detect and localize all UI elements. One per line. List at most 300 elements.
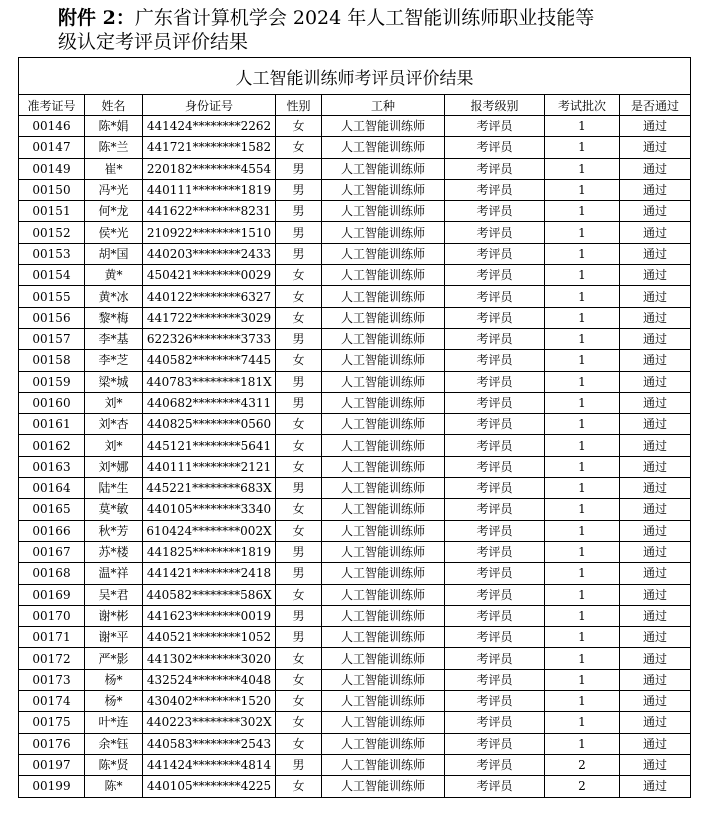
job-cell: 人工智能训练师 bbox=[322, 328, 445, 349]
batch-cell: 1 bbox=[545, 669, 620, 690]
result-cell: 通过 bbox=[620, 286, 691, 307]
batch-cell: 1 bbox=[545, 605, 620, 626]
level-cell: 考评员 bbox=[445, 733, 545, 754]
id-number-cell: 430402********1520 bbox=[143, 691, 276, 712]
batch-cell: 1 bbox=[545, 158, 620, 179]
result-cell: 通过 bbox=[620, 137, 691, 158]
id-number-cell: 440783********181X bbox=[143, 371, 276, 392]
table-row bbox=[19, 499, 691, 520]
gender-cell: 男 bbox=[276, 605, 322, 626]
job-cell: 人工智能训练师 bbox=[322, 627, 445, 648]
result-cell: 通过 bbox=[620, 754, 691, 775]
job-cell: 人工智能训练师 bbox=[322, 222, 445, 243]
column-header: 是否通过 bbox=[620, 95, 691, 116]
gender-cell: 女 bbox=[276, 414, 322, 435]
table-row bbox=[19, 456, 691, 477]
result-cell: 通过 bbox=[620, 414, 691, 435]
batch-cell: 1 bbox=[545, 478, 620, 499]
batch-cell: 1 bbox=[545, 201, 620, 222]
name-cell: 陆*生 bbox=[85, 478, 143, 499]
table-row bbox=[19, 286, 691, 307]
job-cell: 人工智能训练师 bbox=[322, 392, 445, 413]
job-cell: 人工智能训练师 bbox=[322, 754, 445, 775]
id-number-cell: 440825********0560 bbox=[143, 414, 276, 435]
table-row bbox=[19, 265, 691, 286]
id-number-cell: 441825********1819 bbox=[143, 541, 276, 562]
table-row bbox=[19, 392, 691, 413]
level-cell: 考评员 bbox=[445, 243, 545, 264]
level-cell: 考评员 bbox=[445, 563, 545, 584]
gender-cell: 男 bbox=[276, 243, 322, 264]
name-cell: 叶*连 bbox=[85, 712, 143, 733]
gender-cell: 女 bbox=[276, 691, 322, 712]
level-cell: 考评员 bbox=[445, 605, 545, 626]
exam-id-cell: 00174 bbox=[19, 691, 85, 712]
result-cell: 通过 bbox=[620, 584, 691, 605]
name-cell: 杨* bbox=[85, 669, 143, 690]
batch-cell: 1 bbox=[545, 584, 620, 605]
job-cell: 人工智能训练师 bbox=[322, 499, 445, 520]
result-cell: 通过 bbox=[620, 478, 691, 499]
job-cell: 人工智能训练师 bbox=[322, 478, 445, 499]
level-cell: 考评员 bbox=[445, 158, 545, 179]
result-cell: 通过 bbox=[620, 179, 691, 200]
exam-id-cell: 00166 bbox=[19, 520, 85, 541]
id-number-cell: 440521********1052 bbox=[143, 627, 276, 648]
name-cell: 李*基 bbox=[85, 328, 143, 349]
exam-id-cell: 00151 bbox=[19, 201, 85, 222]
batch-cell: 1 bbox=[545, 627, 620, 648]
gender-cell: 女 bbox=[276, 776, 322, 797]
column-header: 姓名 bbox=[85, 95, 143, 116]
exam-id-cell: 00149 bbox=[19, 158, 85, 179]
job-cell: 人工智能训练师 bbox=[322, 669, 445, 690]
name-cell: 莫*敏 bbox=[85, 499, 143, 520]
table-row bbox=[19, 605, 691, 626]
column-header: 准考证号 bbox=[19, 95, 85, 116]
result-cell: 通过 bbox=[620, 733, 691, 754]
result-cell: 通过 bbox=[620, 392, 691, 413]
gender-cell: 女 bbox=[276, 307, 322, 328]
job-cell: 人工智能训练师 bbox=[322, 350, 445, 371]
result-cell: 通过 bbox=[620, 435, 691, 456]
exam-id-cell: 00156 bbox=[19, 307, 85, 328]
table-row bbox=[19, 712, 691, 733]
level-cell: 考评员 bbox=[445, 584, 545, 605]
table-row bbox=[19, 669, 691, 690]
exam-id-cell: 00171 bbox=[19, 627, 85, 648]
table-row bbox=[19, 478, 691, 499]
gender-cell: 男 bbox=[276, 158, 322, 179]
level-cell: 考评员 bbox=[445, 371, 545, 392]
name-cell: 苏*楼 bbox=[85, 541, 143, 562]
level-cell: 考评员 bbox=[445, 201, 545, 222]
job-cell: 人工智能训练师 bbox=[322, 158, 445, 179]
table-row bbox=[19, 350, 691, 371]
job-cell: 人工智能训练师 bbox=[322, 733, 445, 754]
batch-cell: 1 bbox=[545, 116, 620, 137]
gender-cell: 男 bbox=[276, 179, 322, 200]
gender-cell: 女 bbox=[276, 733, 322, 754]
heading-title-part-1: 广东省计算机学会 2024 年人工智能训练师职业技能等 bbox=[134, 7, 595, 29]
name-cell: 刘* bbox=[85, 392, 143, 413]
id-number-cell: 445221********683X bbox=[143, 478, 276, 499]
name-cell: 陈*娟 bbox=[85, 116, 143, 137]
batch-cell: 1 bbox=[545, 563, 620, 584]
batch-cell: 1 bbox=[545, 648, 620, 669]
exam-id-cell: 00153 bbox=[19, 243, 85, 264]
name-cell: 胡*国 bbox=[85, 243, 143, 264]
results-table bbox=[18, 57, 691, 798]
gender-cell: 女 bbox=[276, 712, 322, 733]
gender-cell: 男 bbox=[276, 222, 322, 243]
exam-id-cell: 00165 bbox=[19, 499, 85, 520]
table-row bbox=[19, 158, 691, 179]
batch-cell: 1 bbox=[545, 243, 620, 264]
name-cell: 温*祥 bbox=[85, 563, 143, 584]
id-number-cell: 440223********302X bbox=[143, 712, 276, 733]
job-cell: 人工智能训练师 bbox=[322, 648, 445, 669]
name-cell: 杨* bbox=[85, 691, 143, 712]
job-cell: 人工智能训练师 bbox=[322, 563, 445, 584]
table-row bbox=[19, 116, 691, 137]
job-cell: 人工智能训练师 bbox=[322, 605, 445, 626]
level-cell: 考评员 bbox=[445, 286, 545, 307]
exam-id-cell: 00159 bbox=[19, 371, 85, 392]
name-cell: 崔* bbox=[85, 158, 143, 179]
gender-cell: 女 bbox=[276, 350, 322, 371]
name-cell: 谢*平 bbox=[85, 627, 143, 648]
batch-cell: 2 bbox=[545, 754, 620, 775]
id-number-cell: 622326********3733 bbox=[143, 328, 276, 349]
id-number-cell: 440582********586X bbox=[143, 584, 276, 605]
id-number-cell: 440682********4311 bbox=[143, 392, 276, 413]
batch-cell: 1 bbox=[545, 456, 620, 477]
table-row bbox=[19, 691, 691, 712]
result-cell: 通过 bbox=[620, 456, 691, 477]
batch-cell: 1 bbox=[545, 499, 620, 520]
gender-cell: 女 bbox=[276, 435, 322, 456]
result-cell: 通过 bbox=[620, 307, 691, 328]
level-cell: 考评员 bbox=[445, 350, 545, 371]
result-cell: 通过 bbox=[620, 605, 691, 626]
name-cell: 谢*彬 bbox=[85, 605, 143, 626]
exam-id-cell: 00155 bbox=[19, 286, 85, 307]
result-cell: 通过 bbox=[620, 158, 691, 179]
column-header: 考试批次 bbox=[545, 95, 620, 116]
exam-id-cell: 00169 bbox=[19, 584, 85, 605]
result-cell: 通过 bbox=[620, 712, 691, 733]
exam-id-cell: 00150 bbox=[19, 179, 85, 200]
column-header: 报考级别 bbox=[445, 95, 545, 116]
exam-id-cell: 00199 bbox=[19, 776, 85, 797]
job-cell: 人工智能训练师 bbox=[322, 201, 445, 222]
level-cell: 考评员 bbox=[445, 456, 545, 477]
batch-cell: 1 bbox=[545, 733, 620, 754]
table-row bbox=[19, 541, 691, 562]
table-row bbox=[19, 563, 691, 584]
gender-cell: 男 bbox=[276, 392, 322, 413]
gender-cell: 女 bbox=[276, 499, 322, 520]
table-body bbox=[19, 116, 691, 798]
id-number-cell: 440105********3340 bbox=[143, 499, 276, 520]
batch-cell: 1 bbox=[545, 541, 620, 562]
gender-cell: 男 bbox=[276, 754, 322, 775]
table-row bbox=[19, 627, 691, 648]
id-number-cell: 210922********1510 bbox=[143, 222, 276, 243]
name-cell: 黄*冰 bbox=[85, 286, 143, 307]
exam-id-cell: 00160 bbox=[19, 392, 85, 413]
job-cell: 人工智能训练师 bbox=[322, 584, 445, 605]
exam-id-cell: 00170 bbox=[19, 605, 85, 626]
id-number-cell: 440582********7445 bbox=[143, 350, 276, 371]
gender-cell: 男 bbox=[276, 371, 322, 392]
gender-cell: 男 bbox=[276, 201, 322, 222]
result-cell: 通过 bbox=[620, 691, 691, 712]
table-row bbox=[19, 371, 691, 392]
job-cell: 人工智能训练师 bbox=[322, 265, 445, 286]
heading-title-part-2: 级认定考评员评价结果 bbox=[58, 31, 249, 53]
level-cell: 考评员 bbox=[445, 520, 545, 541]
batch-cell: 1 bbox=[545, 307, 620, 328]
gender-cell: 男 bbox=[276, 563, 322, 584]
exam-id-cell: 00197 bbox=[19, 754, 85, 775]
column-header: 性别 bbox=[276, 95, 322, 116]
result-cell: 通过 bbox=[620, 520, 691, 541]
result-cell: 通过 bbox=[620, 627, 691, 648]
column-header: 工种 bbox=[322, 95, 445, 116]
id-number-cell: 610424********002X bbox=[143, 520, 276, 541]
gender-cell: 女 bbox=[276, 584, 322, 605]
id-number-cell: 441721********1582 bbox=[143, 137, 276, 158]
level-cell: 考评员 bbox=[445, 478, 545, 499]
exam-id-cell: 00172 bbox=[19, 648, 85, 669]
name-cell: 刘*娜 bbox=[85, 456, 143, 477]
gender-cell: 女 bbox=[276, 648, 322, 669]
result-cell: 通过 bbox=[620, 371, 691, 392]
heading-line-1 bbox=[58, 6, 678, 30]
id-number-cell: 445121********5641 bbox=[143, 435, 276, 456]
exam-id-cell: 00176 bbox=[19, 733, 85, 754]
level-cell: 考评员 bbox=[445, 754, 545, 775]
table-row bbox=[19, 137, 691, 158]
id-number-cell: 441302********3020 bbox=[143, 648, 276, 669]
level-cell: 考评员 bbox=[445, 222, 545, 243]
job-cell: 人工智能训练师 bbox=[322, 776, 445, 797]
name-cell: 陈*贤 bbox=[85, 754, 143, 775]
exam-id-cell: 00163 bbox=[19, 456, 85, 477]
exam-id-cell: 00167 bbox=[19, 541, 85, 562]
level-cell: 考评员 bbox=[445, 179, 545, 200]
table-row bbox=[19, 520, 691, 541]
name-cell: 侯*光 bbox=[85, 222, 143, 243]
level-cell: 考评员 bbox=[445, 307, 545, 328]
result-cell: 通过 bbox=[620, 265, 691, 286]
attachment-label: 附件 2： bbox=[58, 7, 135, 29]
batch-cell: 1 bbox=[545, 520, 620, 541]
result-cell: 通过 bbox=[620, 350, 691, 371]
level-cell: 考评员 bbox=[445, 691, 545, 712]
batch-cell: 1 bbox=[545, 691, 620, 712]
name-cell: 梁*城 bbox=[85, 371, 143, 392]
table-row bbox=[19, 414, 691, 435]
header-row bbox=[19, 95, 691, 116]
name-cell: 何*龙 bbox=[85, 201, 143, 222]
name-cell: 李*芝 bbox=[85, 350, 143, 371]
level-cell: 考评员 bbox=[445, 541, 545, 562]
id-number-cell: 220182********4554 bbox=[143, 158, 276, 179]
id-number-cell: 440105********4225 bbox=[143, 776, 276, 797]
level-cell: 考评员 bbox=[445, 776, 545, 797]
result-cell: 通过 bbox=[620, 222, 691, 243]
name-cell: 秋*芳 bbox=[85, 520, 143, 541]
batch-cell: 2 bbox=[545, 776, 620, 797]
gender-cell: 女 bbox=[276, 286, 322, 307]
level-cell: 考评员 bbox=[445, 669, 545, 690]
id-number-cell: 450421********0029 bbox=[143, 265, 276, 286]
id-number-cell: 440122********6327 bbox=[143, 286, 276, 307]
table-row bbox=[19, 307, 691, 328]
job-cell: 人工智能训练师 bbox=[322, 137, 445, 158]
batch-cell: 1 bbox=[545, 179, 620, 200]
gender-cell: 男 bbox=[276, 478, 322, 499]
id-number-cell: 432524********4048 bbox=[143, 669, 276, 690]
exam-id-cell: 00175 bbox=[19, 712, 85, 733]
id-number-cell: 441421********2418 bbox=[143, 563, 276, 584]
name-cell: 余*钰 bbox=[85, 733, 143, 754]
result-cell: 通过 bbox=[620, 328, 691, 349]
job-cell: 人工智能训练师 bbox=[322, 712, 445, 733]
id-number-cell: 440203********2433 bbox=[143, 243, 276, 264]
table-row bbox=[19, 201, 691, 222]
gender-cell: 女 bbox=[276, 456, 322, 477]
table-row bbox=[19, 754, 691, 775]
batch-cell: 1 bbox=[545, 222, 620, 243]
name-cell: 刘*杏 bbox=[85, 414, 143, 435]
table-row bbox=[19, 179, 691, 200]
job-cell: 人工智能训练师 bbox=[322, 541, 445, 562]
gender-cell: 女 bbox=[276, 137, 322, 158]
column-header: 身份证号 bbox=[143, 95, 276, 116]
batch-cell: 1 bbox=[545, 414, 620, 435]
id-number-cell: 441623********0019 bbox=[143, 605, 276, 626]
id-number-cell: 441622********8231 bbox=[143, 201, 276, 222]
id-number-cell: 440111********1819 bbox=[143, 179, 276, 200]
name-cell: 吴*君 bbox=[85, 584, 143, 605]
job-cell: 人工智能训练师 bbox=[322, 435, 445, 456]
result-cell: 通过 bbox=[620, 201, 691, 222]
gender-cell: 女 bbox=[276, 669, 322, 690]
exam-id-cell: 00154 bbox=[19, 265, 85, 286]
gender-cell: 男 bbox=[276, 627, 322, 648]
table-row bbox=[19, 222, 691, 243]
table-row bbox=[19, 776, 691, 797]
batch-cell: 1 bbox=[545, 137, 620, 158]
table-caption: 人工智能训练师考评员评价结果 bbox=[19, 58, 691, 95]
table-row bbox=[19, 435, 691, 456]
level-cell: 考评员 bbox=[445, 137, 545, 158]
job-cell: 人工智能训练师 bbox=[322, 520, 445, 541]
job-cell: 人工智能训练师 bbox=[322, 691, 445, 712]
job-cell: 人工智能训练师 bbox=[322, 286, 445, 307]
batch-cell: 1 bbox=[545, 435, 620, 456]
exam-id-cell: 00152 bbox=[19, 222, 85, 243]
name-cell: 陈*兰 bbox=[85, 137, 143, 158]
id-number-cell: 441424********2262 bbox=[143, 116, 276, 137]
exam-id-cell: 00164 bbox=[19, 478, 85, 499]
level-cell: 考评员 bbox=[445, 499, 545, 520]
table-row bbox=[19, 328, 691, 349]
id-number-cell: 440111********2121 bbox=[143, 456, 276, 477]
id-number-cell: 441424********4814 bbox=[143, 754, 276, 775]
name-cell: 严*影 bbox=[85, 648, 143, 669]
name-cell: 黎*梅 bbox=[85, 307, 143, 328]
exam-id-cell: 00158 bbox=[19, 350, 85, 371]
document-heading bbox=[58, 6, 678, 54]
result-cell: 通过 bbox=[620, 669, 691, 690]
batch-cell: 1 bbox=[545, 286, 620, 307]
job-cell: 人工智能训练师 bbox=[322, 243, 445, 264]
exam-id-cell: 00162 bbox=[19, 435, 85, 456]
level-cell: 考评员 bbox=[445, 414, 545, 435]
result-cell: 通过 bbox=[620, 563, 691, 584]
level-cell: 考评员 bbox=[445, 392, 545, 413]
name-cell: 冯*光 bbox=[85, 179, 143, 200]
exam-id-cell: 00173 bbox=[19, 669, 85, 690]
result-cell: 通过 bbox=[620, 776, 691, 797]
exam-id-cell: 00168 bbox=[19, 563, 85, 584]
gender-cell: 男 bbox=[276, 328, 322, 349]
result-cell: 通过 bbox=[620, 116, 691, 137]
level-cell: 考评员 bbox=[445, 712, 545, 733]
batch-cell: 1 bbox=[545, 371, 620, 392]
name-cell: 黄* bbox=[85, 265, 143, 286]
batch-cell: 1 bbox=[545, 392, 620, 413]
job-cell: 人工智能训练师 bbox=[322, 414, 445, 435]
level-cell: 考评员 bbox=[445, 265, 545, 286]
level-cell: 考评员 bbox=[445, 648, 545, 669]
batch-cell: 1 bbox=[545, 328, 620, 349]
id-number-cell: 440583********2543 bbox=[143, 733, 276, 754]
id-number-cell: 441722********3029 bbox=[143, 307, 276, 328]
batch-cell: 1 bbox=[545, 712, 620, 733]
job-cell: 人工智能训练师 bbox=[322, 371, 445, 392]
result-cell: 通过 bbox=[620, 541, 691, 562]
job-cell: 人工智能训练师 bbox=[322, 307, 445, 328]
table-row bbox=[19, 648, 691, 669]
table-row bbox=[19, 584, 691, 605]
gender-cell: 男 bbox=[276, 541, 322, 562]
batch-cell: 1 bbox=[545, 350, 620, 371]
batch-cell: 1 bbox=[545, 265, 620, 286]
exam-id-cell: 00147 bbox=[19, 137, 85, 158]
gender-cell: 女 bbox=[276, 520, 322, 541]
gender-cell: 女 bbox=[276, 265, 322, 286]
name-cell: 刘* bbox=[85, 435, 143, 456]
gender-cell: 女 bbox=[276, 116, 322, 137]
exam-id-cell: 00161 bbox=[19, 414, 85, 435]
name-cell: 陈* bbox=[85, 776, 143, 797]
table-row bbox=[19, 733, 691, 754]
level-cell: 考评员 bbox=[445, 627, 545, 648]
level-cell: 考评员 bbox=[445, 435, 545, 456]
level-cell: 考评员 bbox=[445, 116, 545, 137]
result-cell: 通过 bbox=[620, 648, 691, 669]
level-cell: 考评员 bbox=[445, 328, 545, 349]
job-cell: 人工智能训练师 bbox=[322, 116, 445, 137]
result-cell: 通过 bbox=[620, 243, 691, 264]
job-cell: 人工智能训练师 bbox=[322, 456, 445, 477]
